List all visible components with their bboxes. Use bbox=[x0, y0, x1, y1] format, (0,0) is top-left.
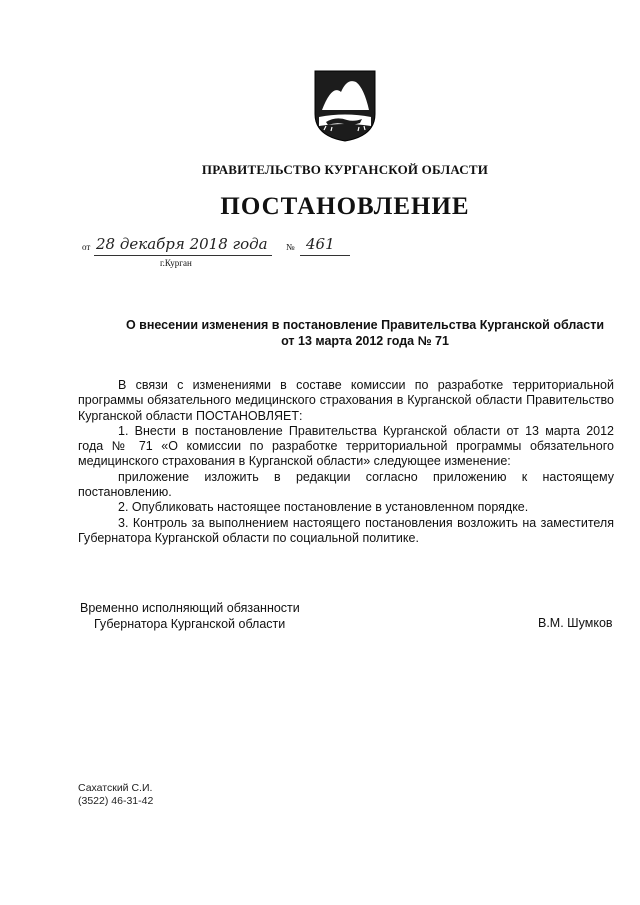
handwritten-number: 461 bbox=[306, 235, 335, 253]
date-prefix-label: от bbox=[82, 242, 91, 252]
signatory-name: В.М. Шумков bbox=[538, 616, 613, 630]
executor-name: Сахатский С.И. bbox=[78, 782, 153, 794]
body-paragraph-item-2: 2. Опубликовать настоящее постановление в установленном порядке. bbox=[118, 500, 529, 515]
body-paragraph-item-3: 3. Контроль за выполнением настоящего постановления возложить на заместителя Губернатора Курганской области по социальной политике. bbox=[78, 515, 614, 545]
body-paragraph-appendix: приложение изложить в редакции согласно приложению к настоящему постановлению. bbox=[78, 469, 614, 500]
body-paragraph-preamble: В связи с изменениями в составе комиссии по разработке территориальной программы обязательного медицинского страхования в Курганской области Правительство Курганской области ПОСТАНОВЛЯЕТ: bbox=[78, 378, 614, 423]
subject-line-2: от 13 марта 2012 года № 71 bbox=[281, 334, 449, 348]
document-subject bbox=[60, 317, 640, 349]
date-number-row bbox=[80, 236, 380, 278]
document-type-title: ПОСТАНОВЛЕНИЕ bbox=[220, 193, 470, 220]
signatory-position-line-2: Губернатора Курганской области bbox=[94, 617, 286, 631]
executor-phone: (3522) 46-31-42 bbox=[78, 795, 154, 807]
signatory-position bbox=[80, 600, 300, 632]
government-name: ПРАВИТЕЛЬСТВО КУРГАНСКОЙ ОБЛАСТИ bbox=[201, 162, 489, 177]
number-underline bbox=[300, 255, 350, 256]
executor-info bbox=[78, 782, 153, 808]
coat-of-arms-icon bbox=[314, 70, 376, 142]
handwritten-date: 28 декабря 2018 года bbox=[96, 235, 268, 253]
number-label: № bbox=[286, 242, 295, 252]
document-body bbox=[78, 378, 614, 546]
body-paragraph-item-1: 1. Внести в постановление Правительства Курганской области от 13 марта 2012 года № 71 «О комиссии по разработке территориальной программы обязательного медицинского страхования в Курганской области» следующее изменение: bbox=[78, 423, 614, 469]
subject-line-1: О внесении изменения в постановление Правительства Курганской области bbox=[125, 318, 605, 332]
date-underline bbox=[94, 255, 272, 256]
signatory-position-line-1: Временно исполняющий обязанности bbox=[80, 601, 300, 615]
city-label: г.Курган bbox=[160, 258, 192, 268]
